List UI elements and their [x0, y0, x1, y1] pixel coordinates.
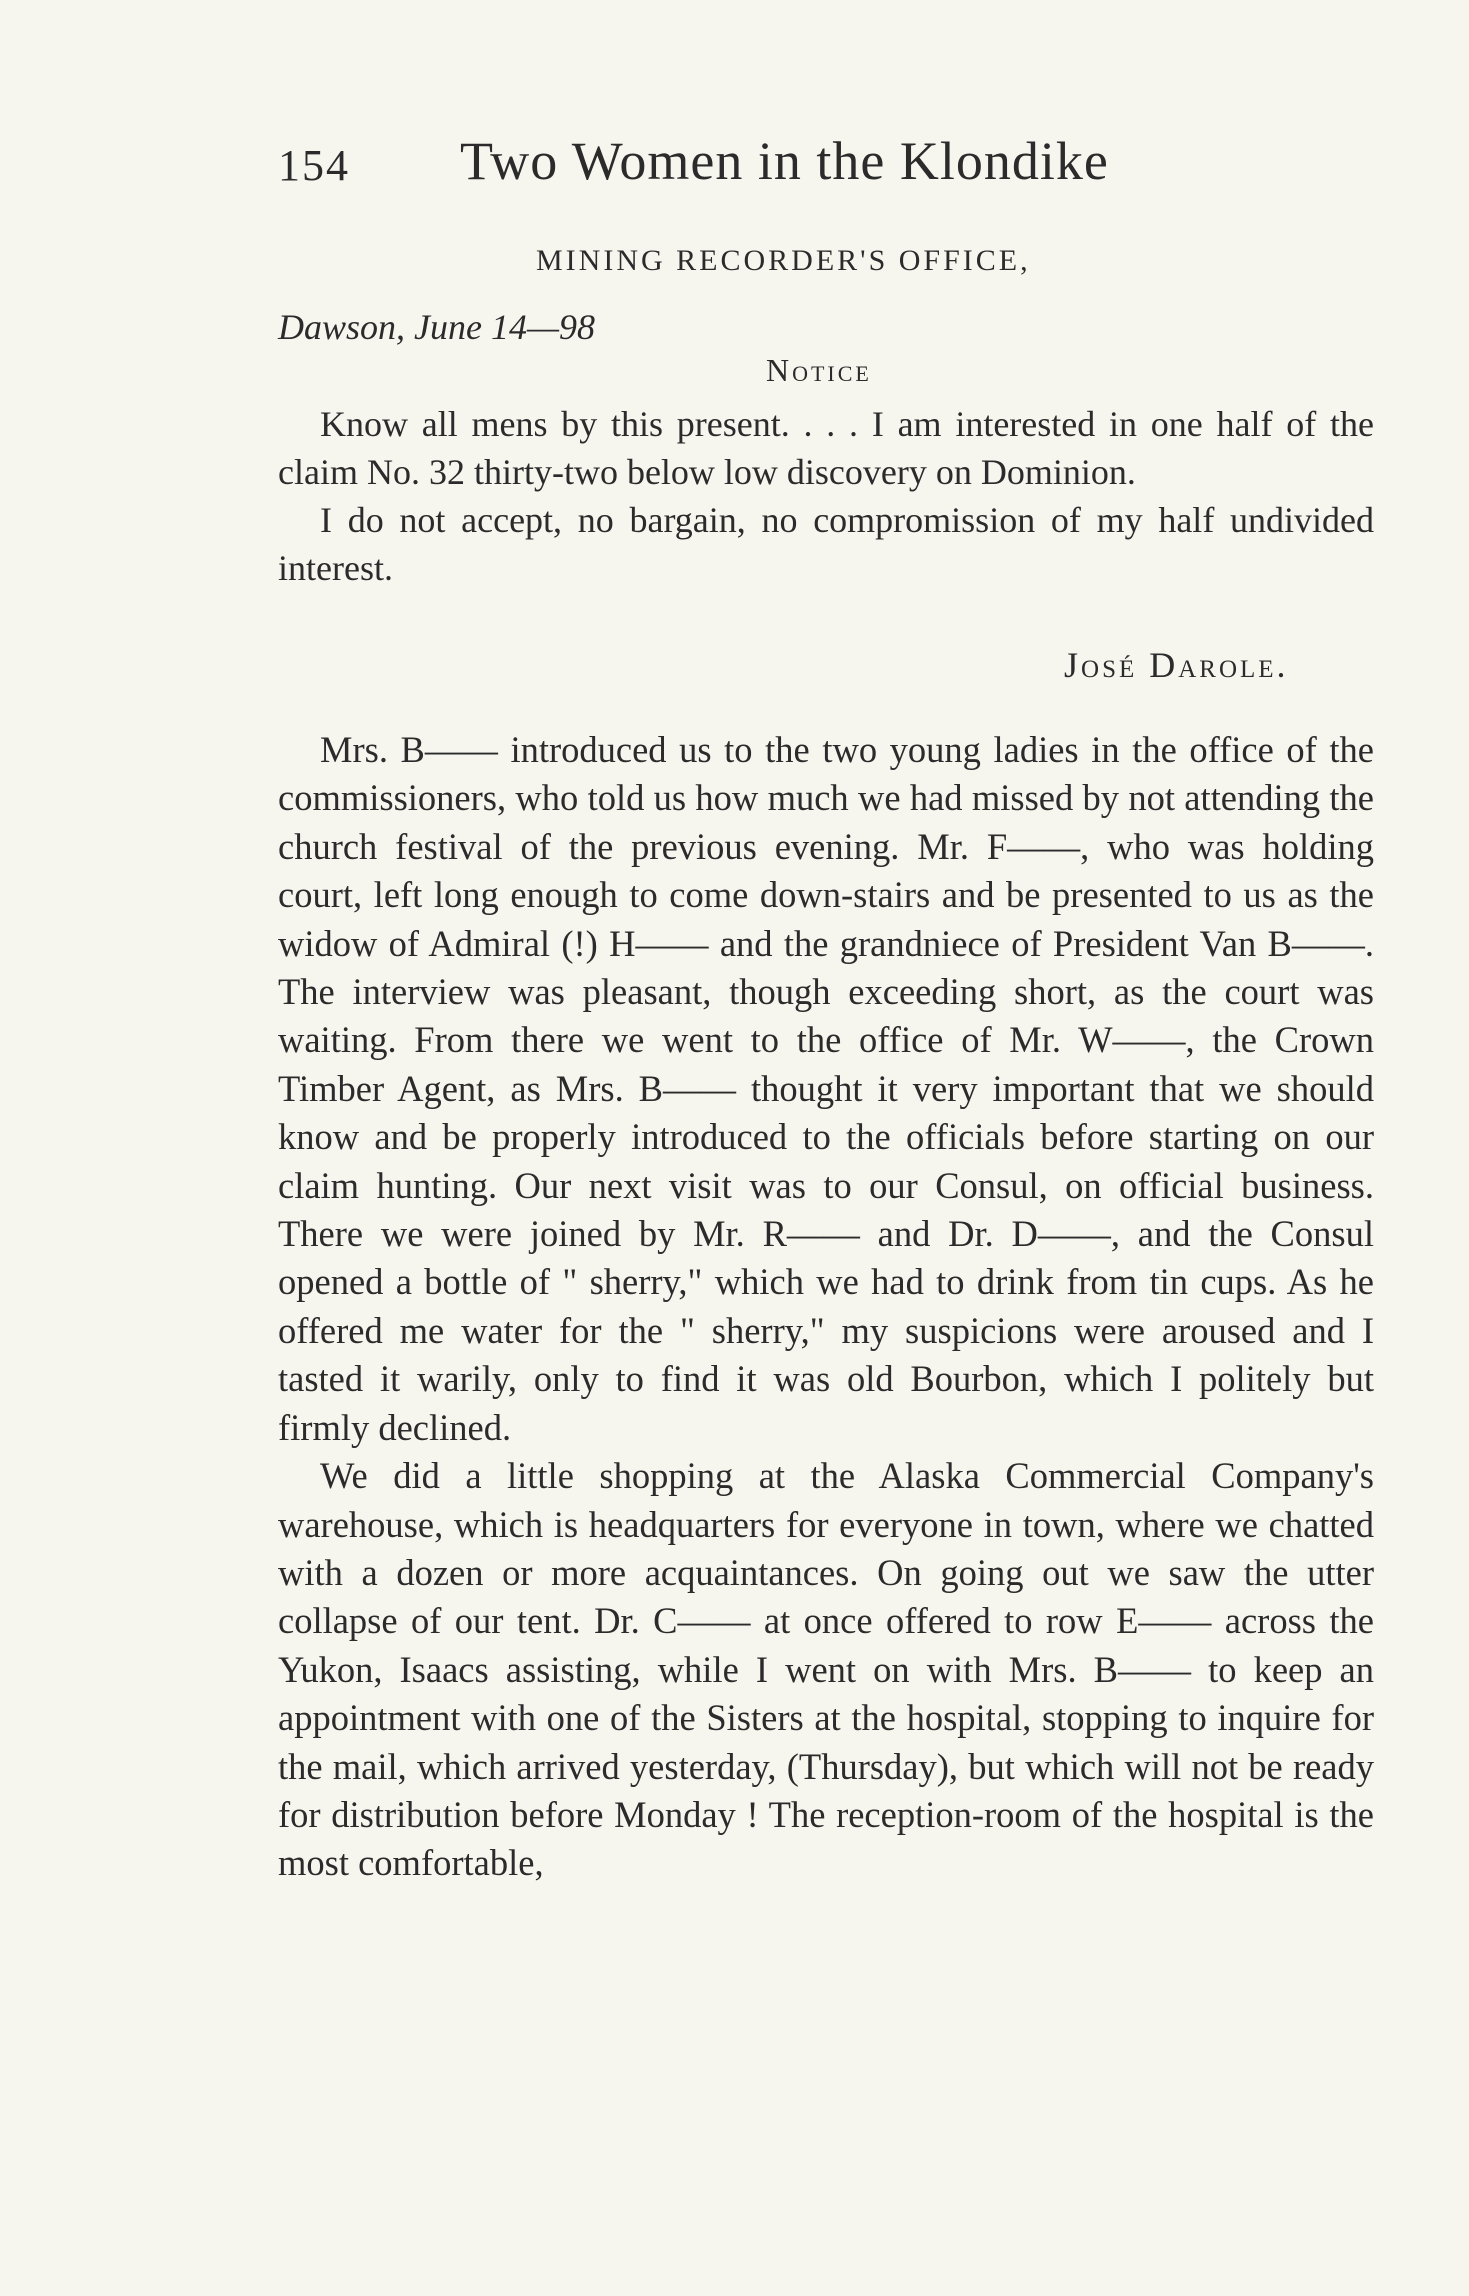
- notice-heading: Notice: [766, 352, 872, 388]
- narrative-paragraph: We did a little shopping at the Alaska Commercial Company's warehouse, which is headquarters for everyone in town, where we chatted with a dozen or more acquaintances. On going out we saw the utter collapse of our tent. Dr. C—— at once offered to row E—— across the Yukon, Isaacs assisting, while I went on with Mrs. B—— to keep an appointment with one of the Sisters at the hospital, stopping to inquire for the mail, which arrived yesterday, (Thursday), but which will not be ready for distribution before Monday ! The reception-room of the hospital is the most comfortable,: [278, 1455, 1374, 1884]
- page-header: [278, 130, 1198, 200]
- notice-paragraph: I do not accept, no bargain, no compromission of my half undivided interest.: [278, 500, 1374, 588]
- office-heading: MINING RECORDER'S OFFICE,: [536, 244, 1031, 277]
- running-title: Two Women in the Klondike: [460, 131, 1109, 191]
- narrative-paragraph: Mrs. B—— introduced us to the two young ladies in the office of the commissioners, who told us how much we had missed by not attending the church festival of the previous evening. Mr. F——, who was holding court, left long enough to come down-stairs and be presented to us as the widow of Admiral (!) H—— and the grandniece of President Van B——. The interview was pleasant, though exceeding short, as the court was waiting. From there we went to the office of Mr. W——, the Crown Timber Agent, as Mrs. B—— thought it very important that we should know and be properly introduced to the officials before starting on our claim hunting. Our next visit was to our Consul, on official business. There we were joined by Mr. R—— and Dr. D——, and the Consul opened a bottle of " sherry," which we had to drink from tin cups. As he offered me water for the " sherry," my suspicions were aroused and I tasted it warily, only to find it was old Bourbon, which I politely but firmly declined.: [278, 729, 1374, 1448]
- narrative-body: [278, 726, 1374, 1888]
- notice-signature: José Darole.: [1064, 645, 1289, 685]
- notice-paragraph: Know all mens by this present. . . . I am interested in one half of the claim No. 32 thirty-two below low discovery on Dominion.: [278, 404, 1374, 492]
- page-number: 154: [278, 141, 350, 190]
- notice-dateline: Dawson, June 14—98: [278, 307, 595, 347]
- notice-body: [278, 400, 1374, 592]
